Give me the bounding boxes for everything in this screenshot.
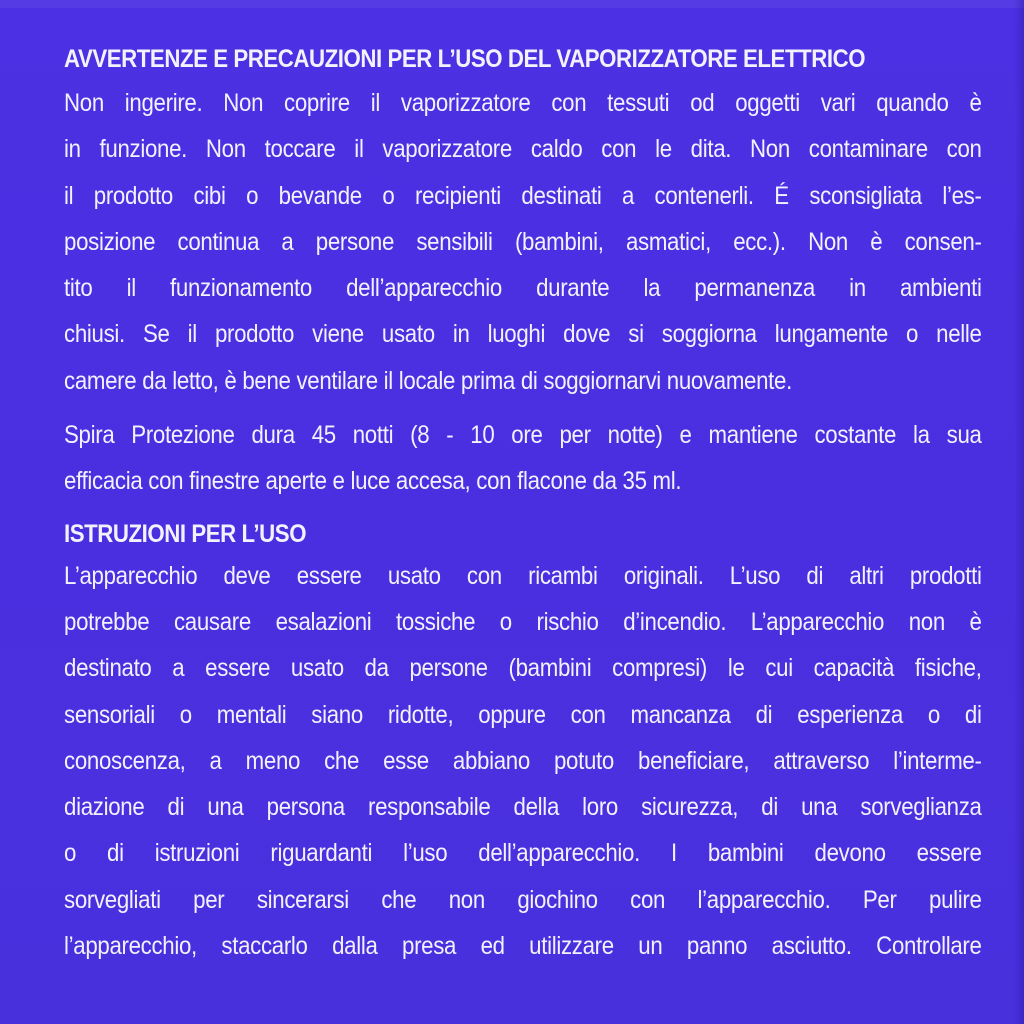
warnings-line: chiusi. Se il prodotto viene usato in luoghi dove si soggiorna lungamente o nelle (64, 320, 982, 349)
duration-paragraph (64, 412, 982, 505)
label-text-block (64, 42, 982, 969)
warnings-line: Non ingerire. Non coprire il vaporizzatore con tessuti od oggetti vari quando è (64, 89, 982, 117)
instructions-line: L’apparecchio deve essere usato con ricambi originali. L’uso di altri prodotti (64, 561, 982, 590)
instructions-line: destinato a essere usato da persone (bambini compresi) le cui capacità fisiche, (64, 654, 982, 683)
instructions-line: diazione di una persona responsabile della loro sicurezza, di una sorveglianza (64, 793, 982, 822)
warnings-line: posizione continua a persone sensibili (bambini, asmatici, ecc.). Non è consen- (64, 227, 982, 256)
instructions-line: o di istruzioni riguardanti l’uso dell’apparecchio. I bambini devono essere (64, 839, 982, 868)
instructions-line: l’apparecchio, staccarlo dalla presa ed utilizzare un panno asciutto. Controllare (64, 932, 982, 961)
warnings-line: il prodotto cibi o bevande o recipienti destinati a contenerli. É sconsigliata l’es- (64, 181, 982, 210)
duration-line: Spira Protezione dura 45 notti (8 - 10 ore per notte) e mantiene costante la sua (64, 421, 982, 450)
warnings-heading: AVVERTENZE E PRECAUZIONI PER L’USO DEL VAPORIZZATORE ELETTRICO (64, 45, 866, 73)
instructions-paragraph (64, 553, 982, 970)
warnings-paragraph (64, 80, 982, 404)
duration-line: efficacia con finestre aperte e luce accesa, con flacone da 35 ml. (64, 467, 682, 496)
instructions-line: sorvegliati per sincerarsi che non giochino con l’apparecchio. Per pulire (64, 885, 982, 914)
instructions-line: conoscenza, a meno che esse abbiano potuto beneficiare, attraverso l’interme- (64, 746, 982, 775)
warnings-line: camere da letto, è bene ventilare il locale prima di soggiornarvi nuovamente. (64, 366, 792, 395)
instructions-line: potrebbe causare esalazioni tossiche o rischio d’incendio. L’apparecchio non è (64, 607, 982, 636)
instructions-line: sensoriali o mentali siano ridotte, oppure con mancanza di esperienza o di (64, 700, 982, 729)
right-edge-shadow (1014, 0, 1024, 1024)
instructions-heading: ISTRUZIONI PER L’USO (64, 519, 307, 548)
top-edge (0, 0, 1024, 8)
warnings-line: tito il funzionamento dell’apparecchio durante la permanenza in ambienti (64, 274, 982, 303)
warnings-line: in funzione. Non toccare il vaporizzatore caldo con le dita. Non contaminare con (64, 135, 982, 164)
